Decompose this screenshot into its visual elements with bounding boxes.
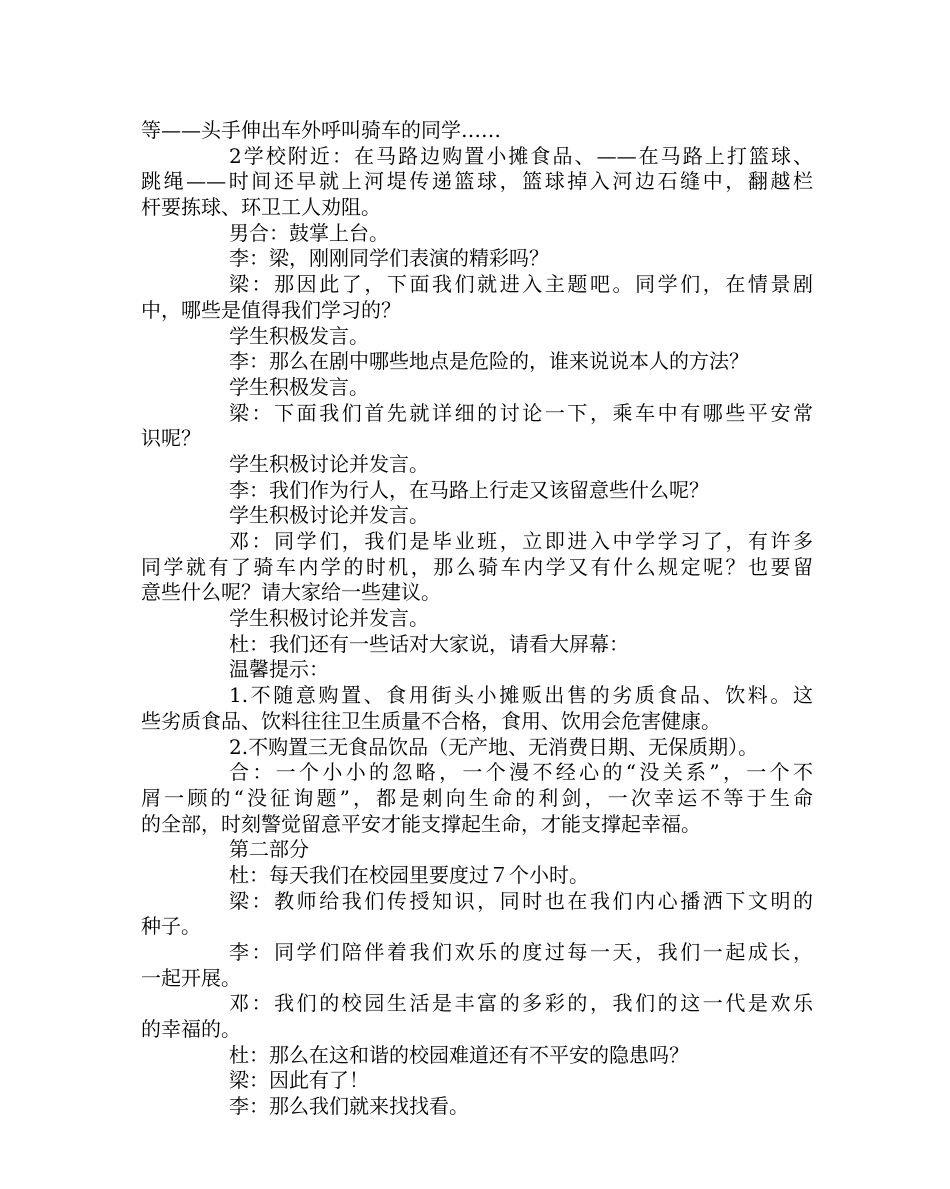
document-line: 学生积极讨论并发言。	[229, 606, 429, 631]
document-line: 李：梁，刚刚同学们表演的精彩吗？	[229, 246, 549, 271]
document-line: 合：一个小小的忽略，一个漫不经心的“没关系”，一个不	[229, 760, 813, 785]
document-line: 李：同学们陪伴着我们欢乐的度过每一天，我们一起成长，	[229, 940, 813, 964]
document-line: 杆要拣球、环卫工人劝阻。	[141, 195, 381, 220]
document-line: 李：我们作为行人，在马路上行走又该留意些什么呢？	[229, 477, 709, 502]
document-line: 杜：那么在这和谐的校园难道还有不平安的隐患吗？	[229, 1042, 689, 1067]
document-line: 跳绳——时间还早就上河堤传递篮球，篮球掉入河边石缝中，翻越栏	[141, 169, 813, 194]
document-line: 一起开展。	[141, 965, 241, 990]
document-line: 的全部，时刻警觉留意平安才能支撑起生命，才能支撑起幸福。	[141, 811, 701, 836]
document-line: 学生积极发言。	[229, 374, 369, 399]
document-line: 梁：那因此了，下面我们就进入主题吧。同学们，在情景剧	[229, 272, 813, 297]
document-line: 种子。	[141, 914, 201, 939]
document-line: 第二部分	[229, 837, 309, 862]
document-line: 学生积极讨论并发言。	[229, 503, 429, 528]
document-line: 梁：教师给我们传授知识，同时也在我们内心播洒下文明的	[229, 888, 813, 913]
document-line: 梁：因此有了！	[229, 1068, 369, 1093]
document-line: 等——头手伸出车外呼叫骑车的同学……	[141, 118, 501, 142]
document-line: 温馨提示：	[229, 657, 329, 682]
document-line: 男合：鼓掌上台。	[229, 220, 389, 245]
document-line: 2学校附近：在马路边购置小摊食品、——在马路上打篮球、	[229, 143, 813, 168]
document-line: 李：那么我们就来找找看。	[229, 1094, 469, 1119]
document-line: 屑一顾的“没征询题”，都是刺向生命的利剑，一次幸运不等于生命	[141, 785, 813, 810]
document-line: 李：那么在剧中哪些地点是危险的，谁来说说本人的方法？	[229, 349, 749, 374]
document-line: 识呢？	[141, 426, 201, 451]
document-line: 的幸福的。	[141, 1017, 241, 1042]
document-line: 意些什么呢？请大家给一些建议。	[141, 580, 441, 605]
document-body	[141, 118, 813, 1120]
document-line: 学生积极讨论并发言。	[229, 451, 429, 476]
document-line: 梁：下面我们首先就详细的讨论一下，乘车中有哪些平安常	[229, 400, 813, 425]
document-line: 中，哪些是值得我们学习的？	[141, 297, 401, 322]
document-line: 邓：同学们，我们是毕业班，立即进入中学学习了，有许多	[229, 529, 813, 553]
document-line: 1.不随意购置、食用街头小摊贩出售的劣质食品、饮料。这	[229, 683, 813, 708]
document-line: 邓：我们的校园生活是丰富的多彩的，我们的这一代是欢乐	[229, 991, 813, 1016]
document-line: 杜：我们还有一些话对大家说，请看大屏幕：	[229, 631, 629, 656]
document-line: 些劣质食品、饮料往往卫生质量不合格，食用、饮用会危害健康。	[141, 708, 721, 733]
document-line: 同学就有了骑车内学的时机，那么骑车内学又有什么规定呢？也要留	[141, 554, 813, 579]
document-line: 学生积极发言。	[229, 323, 369, 348]
document-line: 2.不购置三无食品饮品（无产地、无消费日期、无保质期）。	[229, 734, 759, 759]
document-line: 杜：每天我们在校园里要度过７个小时。	[229, 862, 589, 887]
